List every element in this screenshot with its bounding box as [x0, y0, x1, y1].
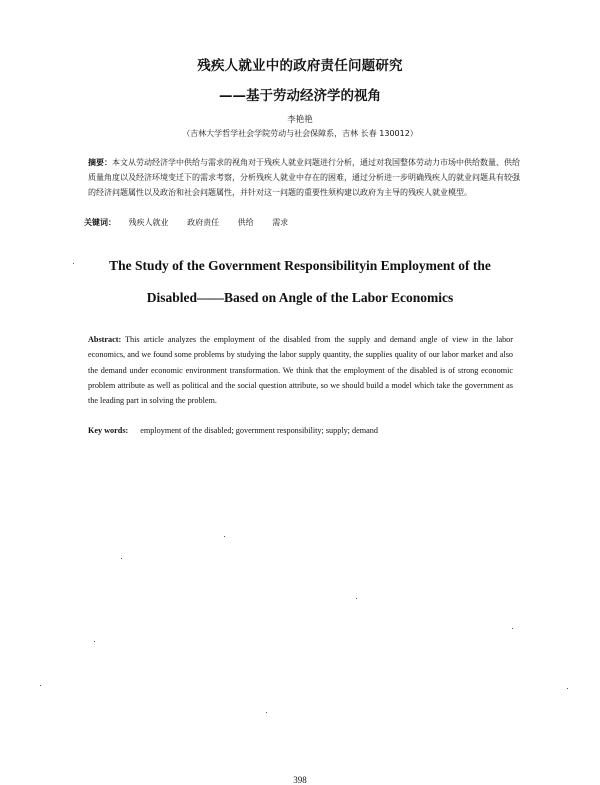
scan-speck	[121, 558, 122, 559]
chinese-abstract	[88, 155, 520, 201]
chinese-keyword: 残疾人就业	[128, 218, 169, 227]
english-abstract-label: Abstract:	[88, 335, 122, 344]
english-keywords-label: Key words:	[88, 426, 129, 435]
scan-speck	[567, 688, 568, 689]
scan-speck	[224, 536, 225, 537]
chinese-subtitle: ——基于劳动经济学的视角	[219, 88, 381, 104]
english-abstract-text: This article analyzes the employment of the disabled from the supply and demand angle of view in the labor economics, and we found some problems by studying the labor supply quantity, the supplies quality of our labor market and also the demand under economic environment transformation. We think that the employment of the disabled is of strong economic problem attribute as well as political and the social question attribute, so we should build a model which take the government as the leading part in solving the problem.	[88, 335, 513, 406]
chinese-keywords-label: 关键词：	[84, 218, 116, 227]
chinese-abstract-text: 本文从劳动经济学中供给与需求的视角对于残疾人就业问题进行分析，通过对我国整体劳动力市场中供给数量、供给质量角度以及经济环境变迁下的需求考察，分析残疾人就业中存在的困难，通过分析进一步明确残疾人的就业问题具有较强的经济问题属性以及政治和社会问题属性，并针对这一问题的重要性须构建以政府为主导的残疾人就业模型。	[88, 158, 520, 198]
scan-speck	[266, 712, 267, 713]
scan-speck	[512, 628, 513, 629]
chinese-title: 残疾人就业中的政府责任问题研究	[197, 58, 403, 74]
chinese-keyword: 需求	[272, 218, 289, 227]
english-keywords-text: employment of the disabled; government responsibility; supply; demand	[140, 426, 378, 435]
scan-speck	[73, 263, 74, 264]
scan-speck	[94, 641, 95, 642]
chinese-keywords	[84, 217, 304, 228]
author-affiliation: （吉林大学哲学社会学院劳动与社会保障系，吉林 长春 130012）	[182, 129, 418, 138]
english-keywords	[88, 426, 378, 435]
chinese-keyword: 政府责任	[187, 218, 220, 227]
chinese-abstract-label: 摘要：	[88, 158, 112, 167]
page-number: 398	[293, 775, 307, 785]
english-abstract	[88, 332, 513, 408]
author-name: 李艳艳	[287, 115, 313, 125]
scan-speck	[356, 598, 357, 599]
english-title-line-2: Disabled——Based on Angle of the Labor Economics	[146, 290, 454, 305]
chinese-keyword: 供给	[237, 218, 254, 227]
english-title-line-1: The Study of the Government Responsibilityin Employment of the	[109, 258, 491, 273]
scan-speck	[40, 685, 41, 686]
